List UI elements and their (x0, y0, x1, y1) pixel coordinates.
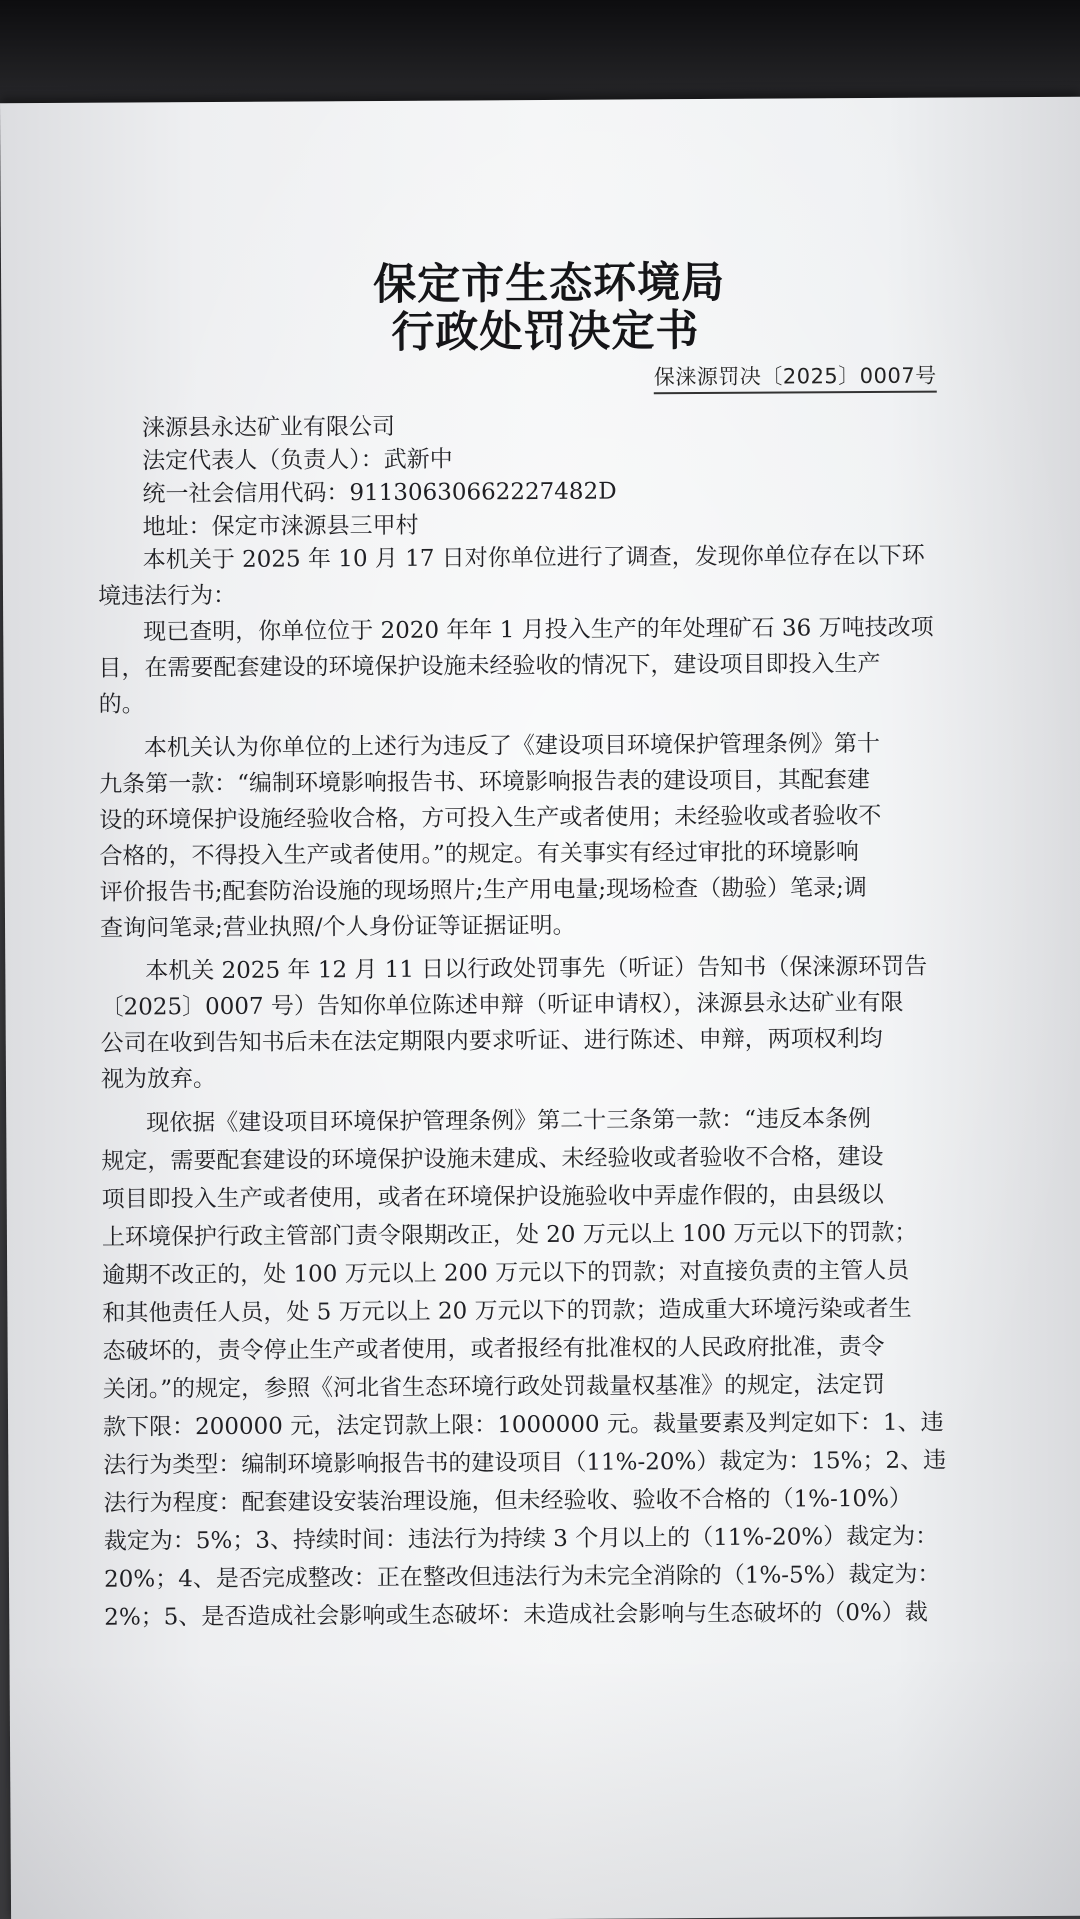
body-line: 20%；4、是否完成整改：正在整改但违法行为未完全消除的（1%-5%）裁定为： (103, 1561, 941, 1593)
page-shadow (10, 1656, 1080, 1919)
body-line: 现已查明，你单位位于 2020 年年 1 月投入生产的年处理矿石 36 万吨技改项 (143, 614, 934, 646)
body-line: 态破坏的，责令停止生产或者使用，或者报经有批准权的人民政府批准，责令 (102, 1333, 885, 1365)
body-line: 关闭。”的规定，参照《河北省生态环境行政处罚裁量权基准》的规定，法定罚 (102, 1371, 886, 1403)
document-number: 保涞源罚决〔2025〕0007号 (654, 360, 937, 395)
body-line: 九条第一款：“编制环境影响报告书、环境影响报告表的建设项目，其配套建 (99, 766, 871, 798)
body-line: 目，在需要配套建设的环境保护设施未经验收的情况下，建设项目即投入生产 (98, 650, 881, 682)
body-line: 设的环境保护设施经验收合格，方可投入生产或者使用；未经验收或者验收不 (99, 802, 882, 834)
document-page (0, 97, 1080, 1919)
body-line: 法行为类型：编制环境影响报告书的建设项目（11%-20%）裁定为：15%；2、违 (103, 1447, 947, 1479)
body-line: 上环境保护行政主管部门责令限期改正，处 20 万元以上 100 万元以下的罚款； (101, 1219, 918, 1251)
document-title-agency: 保定市生态环境局 (372, 257, 726, 311)
body-line: 项目即投入生产或者使用，或者在环境保护设施验收中弄虚作假的，由县级以 (101, 1181, 884, 1213)
body-line: 公司在收到告知书后未在法定期限内要求听证、进行陈述、申辩，两项权利均 (100, 1025, 883, 1057)
company-name: 涞源县永达矿业有限公司 (141, 413, 396, 442)
address: 地址：保定市涞源县三甲村 (142, 512, 419, 541)
body-line: 本机关于 2025 年 10 月 17 日对你单位进行了调查，发现你单位存在以下环 (142, 542, 925, 574)
body-line: 评价报告书;配套防治设施的现场照片;生产用电量;现场检查（勘验）笔录;调 (99, 875, 867, 906)
body-line: 视为放弃。 (100, 1065, 217, 1093)
body-line: 的。 (98, 691, 145, 718)
body-line: 裁定为：5%；3、持续时间：违法行为持续 3 个月以上的（11%-20%）裁定为： (103, 1523, 939, 1555)
body-line: 查询问笔录;营业执照/个人身份证等证据证明。 (99, 912, 576, 942)
credit-code: 统一社会信用代码：91130630662227482D (142, 478, 617, 508)
body-line: 逾期不改正的，处 100 万元以上 200 万元以下的罚款；对直接负责的主管人员 (102, 1257, 910, 1289)
body-line: 本机关认为你单位的上述行为违反了《建设项目环境保护管理条例》第十 (143, 730, 881, 762)
body-line: 2%；5、是否造成社会影响或生态破坏：未造成社会影响与生态破坏的（0%）裁 (104, 1599, 928, 1631)
body-line: 法行为程度：配套建设安装治理设施，但未经验收、验收不合格的（1%-10%） (103, 1485, 913, 1517)
body-line: 现依据《建设项目环境保护管理条例》第二十三条第一款：“违反本条例 (146, 1105, 872, 1137)
document-title-type: 行政处罚决定书 (391, 306, 700, 358)
body-line: 〔2025〕0007 号）告知你单位陈述申辩（听证申请权），涞源县永达矿业有限 (100, 989, 904, 1021)
document-content (0, 97, 1080, 1631)
body-line: 款下限：200000 元，法定罚款上限：1000000 元。裁量要素及判定如下：1、违 (103, 1409, 944, 1441)
body-line: 合格的，不得投入生产或者使用。”的规定。有关事实有经过审批的环境影响 (99, 839, 859, 870)
body-line: 规定，需要配套建设的环境保护设施未建成、未经验收或者验收不合格，建设 (101, 1143, 884, 1175)
body-line: 境违法行为： (97, 582, 237, 610)
body-line: 本机关 2025 年 12 月 11 日以行政处罚事先（听证）告知书（保涞源环罚告 (145, 953, 928, 985)
legal-representative: 法定代表人（负责人）：武新中 (142, 446, 453, 475)
body-line: 和其他责任人员，处 5 万元以上 20 万元以下的罚款；造成重大环境污染或者生 (102, 1295, 912, 1327)
